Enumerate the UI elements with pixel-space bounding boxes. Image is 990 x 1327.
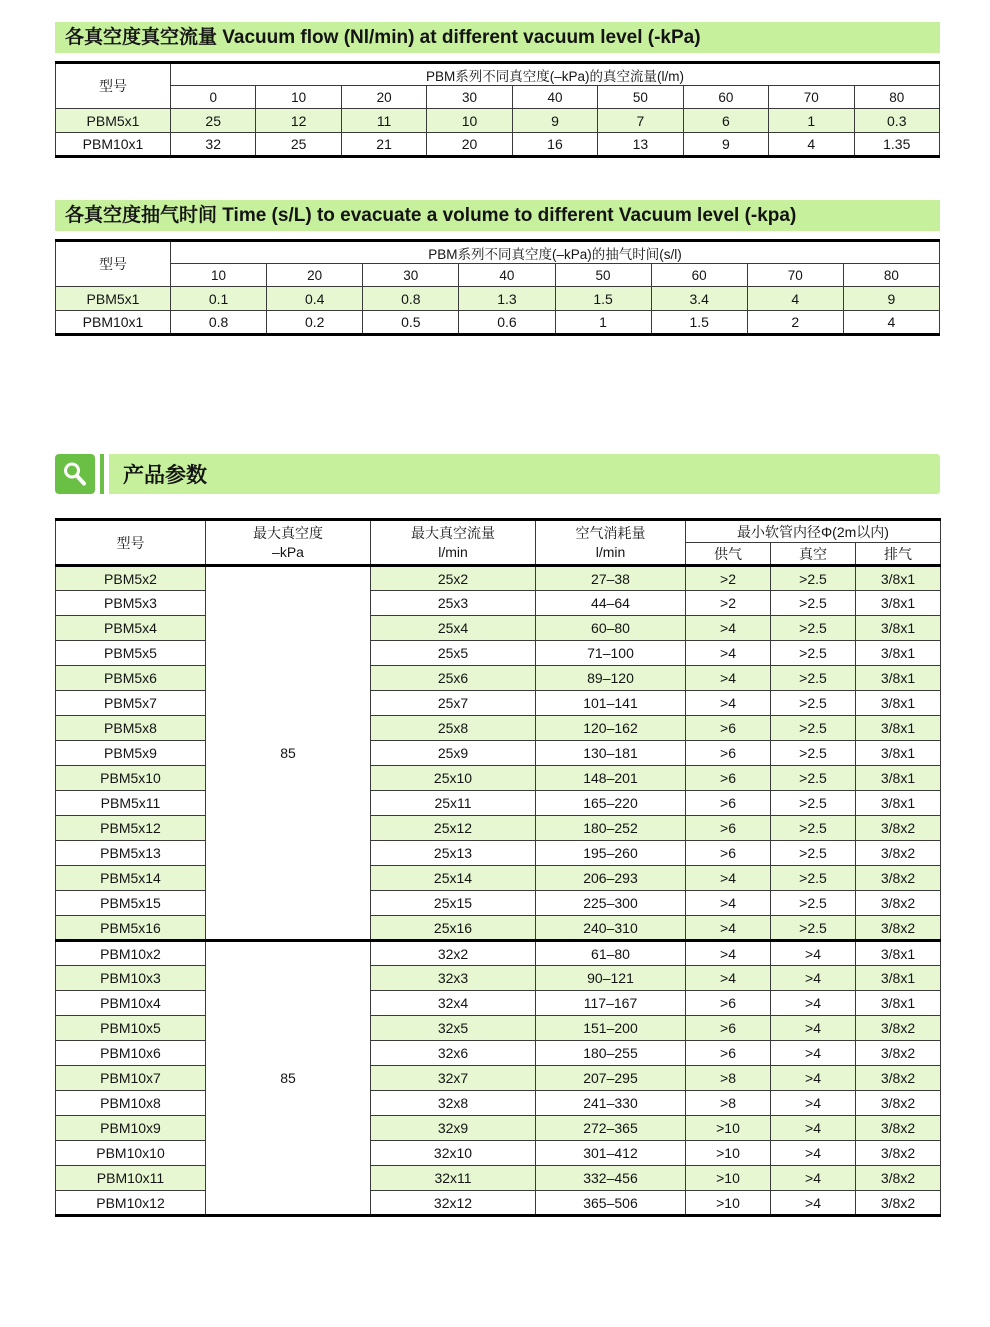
supply-cell: >4 xyxy=(686,866,771,891)
model-cell: PBM10x3 xyxy=(56,966,206,991)
vacuum-cell: >2.5 xyxy=(771,841,856,866)
product-parameters-table xyxy=(55,518,941,1217)
value-cell: 12 xyxy=(256,109,341,133)
model-cell: PBM5x13 xyxy=(56,841,206,866)
value-cell: 13 xyxy=(598,133,683,157)
air-consumption-cell: 71–100 xyxy=(536,641,686,666)
air-consumption-cell: 195–260 xyxy=(536,841,686,866)
table-row xyxy=(56,1016,941,1041)
exhaust-cell: 3/8x2 xyxy=(856,1091,941,1116)
max-flow-cell: 32x5 xyxy=(371,1016,536,1041)
supply-cell: >10 xyxy=(686,1191,771,1216)
time-columns-row xyxy=(56,264,940,287)
table-row xyxy=(56,991,941,1016)
column-header: 10 xyxy=(256,86,341,109)
value-cell: 0.2 xyxy=(267,311,363,335)
table-row xyxy=(56,1091,941,1116)
supply-cell: >6 xyxy=(686,766,771,791)
supply-cell: >10 xyxy=(686,1166,771,1191)
max-flow-cell: 32x8 xyxy=(371,1091,536,1116)
column-header: 0 xyxy=(171,86,256,109)
table-row xyxy=(56,1116,941,1141)
value-cell: 0.8 xyxy=(363,287,459,311)
column-header: 70 xyxy=(769,86,854,109)
max-flow-cell: 32x4 xyxy=(371,991,536,1016)
air-consumption-cell: 101–141 xyxy=(536,691,686,716)
max-flow-cell: 32x6 xyxy=(371,1041,536,1066)
max-flow-cell: 32x3 xyxy=(371,966,536,991)
value-cell: 6 xyxy=(683,109,768,133)
vacuum-cell: >4 xyxy=(771,1191,856,1216)
supply-cell: >4 xyxy=(686,616,771,641)
vacuum-cell: >2.5 xyxy=(771,791,856,816)
air-consumption-cell: 130–181 xyxy=(536,741,686,766)
table-row xyxy=(56,591,941,616)
column-header: 40 xyxy=(459,264,555,287)
table-row xyxy=(56,666,941,691)
air-consumption-cell: 60–80 xyxy=(536,616,686,641)
max-flow-cell: 25x14 xyxy=(371,866,536,891)
exhaust-cell: 3/8x1 xyxy=(856,566,941,591)
value-cell: 10 xyxy=(427,109,512,133)
exhaust-column-header: 排气 xyxy=(856,543,941,566)
supply-cell: >4 xyxy=(686,666,771,691)
model-cell: PBM10x11 xyxy=(56,1166,206,1191)
value-cell: 21 xyxy=(341,133,426,157)
table-row xyxy=(56,1041,941,1066)
value-cell: 9 xyxy=(683,133,768,157)
exhaust-cell: 3/8x1 xyxy=(856,666,941,691)
model-cell: PBM10x7 xyxy=(56,1066,206,1091)
table-row xyxy=(56,1066,941,1091)
vacuum-cell: >2.5 xyxy=(771,616,856,641)
column-header: 30 xyxy=(363,264,459,287)
vacuum-column-header: 真空 xyxy=(771,543,856,566)
section2-title-bar xyxy=(55,200,940,231)
exhaust-cell: 3/8x1 xyxy=(856,616,941,641)
exhaust-cell: 3/8x1 xyxy=(856,641,941,666)
model-column-header xyxy=(56,520,206,566)
air-consumption-cell: 61–80 xyxy=(536,941,686,966)
vacuum-cell: >4 xyxy=(771,1041,856,1066)
table-row xyxy=(56,866,941,891)
model-cell: PBM5x15 xyxy=(56,891,206,916)
max-vacuum-label: 最大真空度 xyxy=(253,524,323,541)
section3-header xyxy=(55,454,940,494)
max-flow-cell: 25x9 xyxy=(371,741,536,766)
value-cell: 9 xyxy=(843,287,939,311)
air-consumption-cell: 301–412 xyxy=(536,1141,686,1166)
column-header: 50 xyxy=(555,264,651,287)
table-row xyxy=(56,1166,941,1191)
vacuum-cell: >2.5 xyxy=(771,866,856,891)
air-consumption-cell: 180–252 xyxy=(536,816,686,841)
supply-cell: >4 xyxy=(686,891,771,916)
max-flow-cell: 25x6 xyxy=(371,666,536,691)
evacuation-time-table xyxy=(55,239,940,336)
value-cell: 4 xyxy=(843,311,939,335)
model-column-header: 型号 xyxy=(56,241,171,287)
model-cell: PBM5x2 xyxy=(56,566,206,591)
exhaust-cell: 3/8x1 xyxy=(856,591,941,616)
vacuum-cell: >2.5 xyxy=(771,666,856,691)
flow-span-header: PBM系列不同真空度(–kPa)的真空流量(l/m) xyxy=(171,63,940,86)
vacuum-cell: >4 xyxy=(771,1066,856,1091)
max-flow-cell: 32x9 xyxy=(371,1116,536,1141)
vacuum-cell: >4 xyxy=(771,1116,856,1141)
value-cell: 20 xyxy=(427,133,512,157)
vacuum-cell: >2.5 xyxy=(771,591,856,616)
supply-cell: >6 xyxy=(686,741,771,766)
model-header-label: 型号 xyxy=(116,534,145,551)
air-consumption-label: 空气消耗量 xyxy=(575,524,646,541)
section3-title-bar xyxy=(109,454,940,494)
max-vacuum-unit: –kPa xyxy=(272,543,304,560)
column-header: 70 xyxy=(747,264,843,287)
model-column-header: 型号 xyxy=(56,63,171,109)
air-consumption-cell: 240–310 xyxy=(536,916,686,941)
supply-cell: >2 xyxy=(686,591,771,616)
air-consumption-cell: 44–64 xyxy=(536,591,686,616)
column-header: 60 xyxy=(683,86,768,109)
model-cell: PBM5x12 xyxy=(56,816,206,841)
air-consumption-cell: 332–456 xyxy=(536,1166,686,1191)
vacuum-cell: >2.5 xyxy=(771,891,856,916)
model-cell: PBM5x9 xyxy=(56,741,206,766)
value-cell: 0.5 xyxy=(363,311,459,335)
table-row xyxy=(56,766,941,791)
table-row xyxy=(56,616,941,641)
exhaust-cell: 3/8x1 xyxy=(856,991,941,1016)
vacuum-cell: >2.5 xyxy=(771,716,856,741)
exhaust-cell: 3/8x2 xyxy=(856,841,941,866)
max-flow-column-header xyxy=(371,520,536,566)
max-flow-cell: 32x11 xyxy=(371,1166,536,1191)
exhaust-cell: 3/8x1 xyxy=(856,941,941,966)
exhaust-cell: 3/8x2 xyxy=(856,1166,941,1191)
max-flow-cell: 25x11 xyxy=(371,791,536,816)
max-flow-cell: 32x12 xyxy=(371,1191,536,1216)
value-cell: 4 xyxy=(747,287,843,311)
air-consumption-cell: 89–120 xyxy=(536,666,686,691)
max-flow-cell: 32x7 xyxy=(371,1066,536,1091)
max-flow-cell: 25x10 xyxy=(371,766,536,791)
value-cell: 3.4 xyxy=(651,287,747,311)
max-flow-cell: 25x12 xyxy=(371,816,536,841)
value-cell: 1.35 xyxy=(854,133,940,157)
model-cell: PBM10x10 xyxy=(56,1141,206,1166)
max-flow-cell: 25x3 xyxy=(371,591,536,616)
air-consumption-cell: 165–220 xyxy=(536,791,686,816)
value-cell: 32 xyxy=(171,133,256,157)
column-header: 30 xyxy=(427,86,512,109)
table-row xyxy=(56,109,940,133)
table-row xyxy=(56,311,940,335)
model-cell: PBM5x14 xyxy=(56,866,206,891)
column-header: 60 xyxy=(651,264,747,287)
supply-cell: >8 xyxy=(686,1066,771,1091)
value-cell: 4 xyxy=(769,133,854,157)
exhaust-cell: 3/8x1 xyxy=(856,791,941,816)
supply-cell: >4 xyxy=(686,941,771,966)
vacuum-cell: >2.5 xyxy=(771,566,856,591)
max-flow-cell: 25x4 xyxy=(371,616,536,641)
max-flow-cell: 25x13 xyxy=(371,841,536,866)
supply-cell: >4 xyxy=(686,966,771,991)
max-vacuum-column-header xyxy=(206,520,371,566)
table-row xyxy=(56,966,941,991)
table-row xyxy=(56,791,941,816)
value-cell: 0.3 xyxy=(854,109,940,133)
table-row xyxy=(56,816,941,841)
model-cell: PBM10x4 xyxy=(56,991,206,1016)
value-cell: 0.6 xyxy=(459,311,555,335)
air-consumption-cell: 207–295 xyxy=(536,1066,686,1091)
exhaust-cell: 3/8x2 xyxy=(856,891,941,916)
supply-cell: >6 xyxy=(686,1016,771,1041)
model-cell: PBM10x1 xyxy=(56,133,171,157)
column-header: 80 xyxy=(843,264,939,287)
value-cell: 16 xyxy=(512,133,597,157)
time-span-header: PBM系列不同真空度(–kPa)的抽气时间(s/l) xyxy=(171,241,940,264)
model-cell: PBM10x12 xyxy=(56,1191,206,1216)
model-cell: PBM10x5 xyxy=(56,1016,206,1041)
supply-cell: >8 xyxy=(686,1091,771,1116)
max-vacuum-cell: 85 xyxy=(206,566,371,941)
flow-columns-row xyxy=(56,86,940,109)
column-header: 20 xyxy=(341,86,426,109)
exhaust-cell: 3/8x1 xyxy=(856,966,941,991)
value-cell: 2 xyxy=(747,311,843,335)
table-row xyxy=(56,1141,941,1166)
exhaust-cell: 3/8x2 xyxy=(856,1066,941,1091)
vacuum-cell: >2.5 xyxy=(771,691,856,716)
section2-title: 各真空度抽气时间 Time (s/L) to evacuate a volume to different Vacuum level (-kpa) xyxy=(65,205,797,226)
value-cell: 25 xyxy=(171,109,256,133)
column-header: 50 xyxy=(598,86,683,109)
air-consumption-cell: 90–121 xyxy=(536,966,686,991)
table-row xyxy=(56,641,941,666)
model-cell: PBM5x8 xyxy=(56,716,206,741)
model-cell: PBM5x16 xyxy=(56,916,206,941)
model-cell: PBM5x3 xyxy=(56,591,206,616)
value-cell: 1 xyxy=(555,311,651,335)
model-cell: PBM5x7 xyxy=(56,691,206,716)
exhaust-cell: 3/8x2 xyxy=(856,1016,941,1041)
max-flow-cell: 25x2 xyxy=(371,566,536,591)
vacuum-cell: >2.5 xyxy=(771,816,856,841)
column-header: 80 xyxy=(854,86,940,109)
exhaust-cell: 3/8x2 xyxy=(856,916,941,941)
value-cell: 11 xyxy=(341,109,426,133)
exhaust-cell: 3/8x1 xyxy=(856,716,941,741)
supply-cell: >4 xyxy=(686,691,771,716)
air-consumption-column-header xyxy=(536,520,686,566)
model-cell: PBM10x2 xyxy=(56,941,206,966)
value-cell: 9 xyxy=(512,109,597,133)
model-cell: PBM10x8 xyxy=(56,1091,206,1116)
air-consumption-cell: 180–255 xyxy=(536,1041,686,1066)
exhaust-cell: 3/8x2 xyxy=(856,1116,941,1141)
vacuum-cell: >4 xyxy=(771,1091,856,1116)
model-cell: PBM5x5 xyxy=(56,641,206,666)
supply-cell: >6 xyxy=(686,816,771,841)
table-row xyxy=(56,566,941,591)
air-consumption-cell: 272–365 xyxy=(536,1116,686,1141)
supply-cell: >10 xyxy=(686,1116,771,1141)
max-flow-cell: 25x15 xyxy=(371,891,536,916)
model-cell: PBM5x10 xyxy=(56,766,206,791)
value-cell: 7 xyxy=(598,109,683,133)
value-cell: 25 xyxy=(256,133,341,157)
table-row xyxy=(56,716,941,741)
air-consumption-cell: 148–201 xyxy=(536,766,686,791)
model-cell: PBM10x9 xyxy=(56,1116,206,1141)
max-vacuum-cell: 85 xyxy=(206,941,371,1216)
exhaust-cell: 3/8x1 xyxy=(856,766,941,791)
air-consumption-cell: 117–167 xyxy=(536,991,686,1016)
vacuum-cell: >4 xyxy=(771,1016,856,1041)
exhaust-cell: 3/8x2 xyxy=(856,1191,941,1216)
model-cell: PBM10x1 xyxy=(56,311,171,335)
supply-cell: >6 xyxy=(686,716,771,741)
flow-header-row xyxy=(56,63,940,86)
vacuum-cell: >4 xyxy=(771,941,856,966)
value-cell: 1.5 xyxy=(651,311,747,335)
header-divider xyxy=(100,454,104,494)
table-row xyxy=(56,741,941,766)
table-row xyxy=(56,133,940,157)
value-cell: 0.8 xyxy=(171,311,267,335)
supply-column-header: 供气 xyxy=(686,543,771,566)
vacuum-flow-table xyxy=(55,61,940,158)
vacuum-cell: >2.5 xyxy=(771,741,856,766)
supply-cell: >6 xyxy=(686,1041,771,1066)
air-consumption-cell: 225–300 xyxy=(536,891,686,916)
vacuum-cell: >2.5 xyxy=(771,641,856,666)
air-consumption-cell: 27–38 xyxy=(536,566,686,591)
max-flow-cell: 32x10 xyxy=(371,1141,536,1166)
exhaust-cell: 3/8x2 xyxy=(856,1041,941,1066)
max-flow-unit: l/min xyxy=(438,543,468,560)
vacuum-cell: >4 xyxy=(771,966,856,991)
supply-cell: >2 xyxy=(686,566,771,591)
value-cell: 1.3 xyxy=(459,287,555,311)
air-consumption-cell: 206–293 xyxy=(536,866,686,891)
column-header: 40 xyxy=(512,86,597,109)
vacuum-cell: >4 xyxy=(771,991,856,1016)
air-consumption-unit: l/min xyxy=(595,543,626,560)
section1-title-bar xyxy=(55,22,940,53)
table-row xyxy=(56,891,941,916)
table-row xyxy=(56,941,941,966)
supply-cell: >10 xyxy=(686,1141,771,1166)
max-flow-cell: 25x5 xyxy=(371,641,536,666)
vacuum-cell: >4 xyxy=(771,1166,856,1191)
value-cell: 0.1 xyxy=(171,287,267,311)
supply-cell: >4 xyxy=(686,916,771,941)
vacuum-cell: >2.5 xyxy=(771,766,856,791)
table-row xyxy=(56,287,940,311)
exhaust-cell: 3/8x2 xyxy=(856,816,941,841)
model-cell: PBM10x6 xyxy=(56,1041,206,1066)
hose-diameter-header: 最小软管内径Φ(2m以内) xyxy=(686,520,941,543)
supply-cell: >6 xyxy=(686,991,771,1016)
section1-title: 各真空度真空流量 Vacuum flow (Nl/min) at different vacuum level (-kPa) xyxy=(65,27,701,48)
max-flow-cell: 25x8 xyxy=(371,716,536,741)
supply-cell: >6 xyxy=(686,841,771,866)
air-consumption-cell: 151–200 xyxy=(536,1016,686,1041)
model-cell: PBM5x6 xyxy=(56,666,206,691)
model-cell: PBM5x1 xyxy=(56,287,171,311)
table-row xyxy=(56,916,941,941)
vacuum-cell: >4 xyxy=(771,1141,856,1166)
table-row xyxy=(56,841,941,866)
value-cell: 1.5 xyxy=(555,287,651,311)
supply-cell: >6 xyxy=(686,791,771,816)
vacuum-cell: >2.5 xyxy=(771,916,856,941)
supply-cell: >4 xyxy=(686,641,771,666)
value-cell: 0.4 xyxy=(267,287,363,311)
exhaust-cell: 3/8x1 xyxy=(856,741,941,766)
table-row xyxy=(56,1191,941,1216)
time-header-row xyxy=(56,241,940,264)
air-consumption-cell: 120–162 xyxy=(536,716,686,741)
exhaust-cell: 3/8x2 xyxy=(856,1141,941,1166)
column-header: 10 xyxy=(171,264,267,287)
max-flow-cell: 32x2 xyxy=(371,941,536,966)
model-cell: PBM5x11 xyxy=(56,791,206,816)
max-flow-cell: 25x7 xyxy=(371,691,536,716)
params-header-row-1 xyxy=(56,520,941,543)
magnifier-icon xyxy=(55,454,95,494)
column-header: 20 xyxy=(267,264,363,287)
air-consumption-cell: 365–506 xyxy=(536,1191,686,1216)
section3-title: 产品参数 xyxy=(123,464,207,487)
max-flow-cell: 25x16 xyxy=(371,916,536,941)
exhaust-cell: 3/8x1 xyxy=(856,691,941,716)
table-row xyxy=(56,691,941,716)
exhaust-cell: 3/8x2 xyxy=(856,866,941,891)
model-cell: PBM5x1 xyxy=(56,109,171,133)
value-cell: 1 xyxy=(769,109,854,133)
max-flow-label: 最大真空流量 xyxy=(411,524,495,541)
air-consumption-cell: 241–330 xyxy=(536,1091,686,1116)
model-cell: PBM5x4 xyxy=(56,616,206,641)
